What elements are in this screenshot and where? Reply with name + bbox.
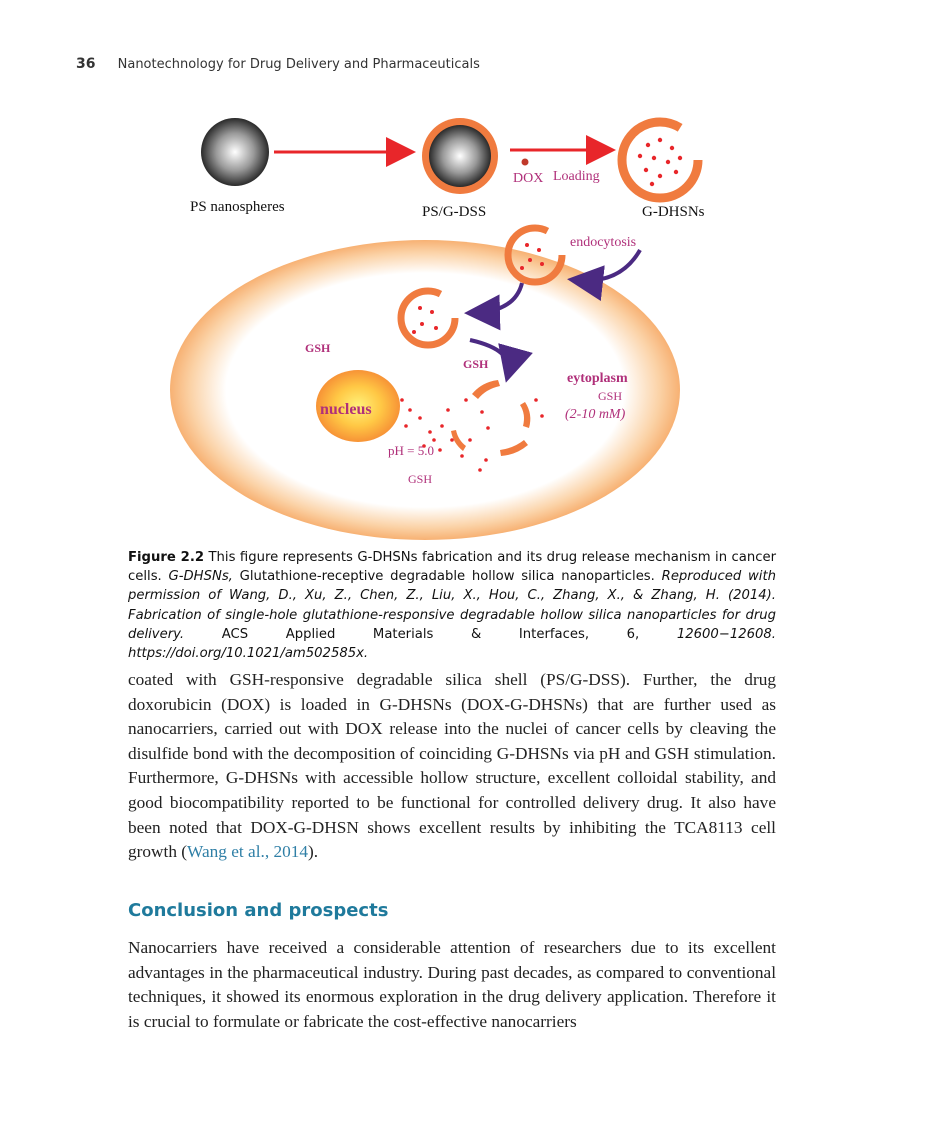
label-psgdss: PS/G-DSS — [422, 204, 487, 220]
running-header — [76, 56, 480, 72]
gdhsn-shell — [622, 122, 698, 198]
page-number: 36 — [76, 56, 96, 72]
label-nucleus: nucleus — [320, 401, 372, 418]
label-gdhsns: G-DHSNs — [642, 204, 705, 220]
caption-reproduction: Reproduced with permission of Wang, D., Xu, Z., Chen, Z., Liu, X., Hou, C., Zhang, X., & Zhang, H. (2014). Fabrication of single-hole glutathione-responsive degradable hollow silica nanoparticles for drug delivery. — [128, 569, 777, 642]
caption-label: Figure 2.2 — [128, 550, 205, 565]
label-gsh-bottom: GSH — [408, 472, 433, 486]
label-ps-nanospheres: PS nanospheres — [190, 199, 285, 215]
label-gsh-cyto: GSH — [598, 389, 623, 403]
caption-tail: 12600−12608. https://doi.org/10.1021/am502585x. — [128, 626, 777, 662]
section-heading: Conclusion and prospects — [128, 900, 389, 921]
figure-caption — [128, 548, 776, 663]
caption-journal: ACS Applied Materials & Interfaces, 6, — [184, 626, 640, 642]
ps-nanosphere — [201, 118, 269, 186]
caption-text-1: This figure represents G-DHSNs fabrication and its drug release mechanism in cancer cells. — [128, 550, 776, 585]
body-paragraph-1 — [128, 668, 776, 865]
gdhsn-dots — [638, 138, 682, 186]
caption-abbr: G-DHSNs, — [168, 569, 233, 585]
label-concentration: (2-10 mM) — [565, 407, 626, 422]
label-dox: DOX — [513, 171, 544, 186]
label-gsh-left: GSH — [305, 341, 331, 355]
label-endocytosis: endocytosis — [570, 235, 637, 250]
psgdss-core — [429, 125, 491, 187]
citation-link[interactable]: Wang et al., 2014 — [187, 842, 309, 862]
p1-text: coated with GSH-responsive degradable silica shell (PS/G-DSS). Further, the drug doxorubicin (DOX) is loaded in G-DHSNs (DOX-G-DHSNs) that are further used as nanocarriers, carried out with DOX release into the nuclei of cancer cells by cleaving the disulfide bond with the decomposition of coinciding G-DHSNs via pH and GSH stimulation. Furthermore, G-DHSNs with accessible hollow structure, excellent colloidal stability, and good biocompatibility reported to be functional for controlled delivery drug. It also have been noted that DOX-G-DHSN shows excellent results by inhibiting the TCA8113 cell growth ( — [128, 670, 776, 862]
label-loading: Loading — [553, 169, 600, 184]
figure-illustration — [170, 100, 760, 540]
p1-end: ). — [308, 842, 319, 862]
body-paragraph-2: Nanocarriers have received a considerable attention of researchers due to its excellent advantages in the pharmaceutical industry. During past decades, as compared to conventional techniques, it showed its enormous exploration in the drug delivery application. Therefore it is crucial to formulate or fabricate the cost-effective nanocarriers — [128, 938, 776, 1031]
label-cytoplasm: eytoplasm — [567, 371, 628, 386]
dox-molecule — [522, 159, 529, 166]
caption-text-2: Glutathione-receptive degradable hollow silica nanoparticles. — [232, 569, 662, 585]
label-ph: pH = 5.0 — [388, 443, 434, 458]
label-gsh-mid: GSH — [463, 357, 489, 371]
running-title: Nanotechnology for Drug Delivery and Pharmaceuticals — [117, 57, 480, 72]
